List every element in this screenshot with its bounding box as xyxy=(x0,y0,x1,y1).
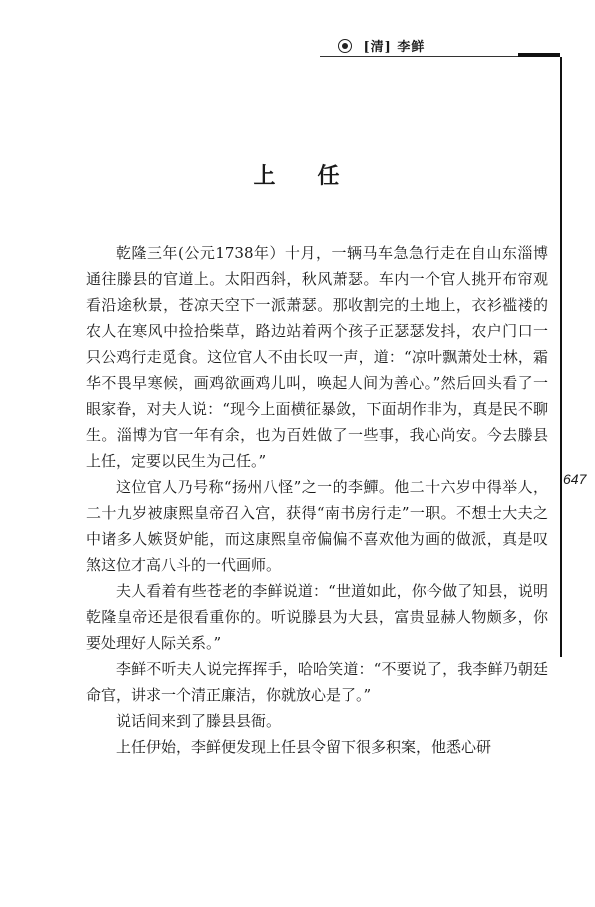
paragraph: 说话间来到了滕县县衙。 xyxy=(116,712,282,730)
chapter-title-char-2: 任 xyxy=(317,164,342,189)
header-dynasty: [清] xyxy=(363,40,392,55)
chapter-title xyxy=(0,159,595,190)
running-header xyxy=(338,36,425,55)
header-name: 李鲜 xyxy=(397,40,426,55)
header-rule-tab xyxy=(518,53,560,57)
body-text xyxy=(86,240,548,760)
chapter-title-char-1: 上 xyxy=(253,164,278,189)
side-margin-rule xyxy=(560,57,562,657)
paragraph: 上任伊始，李鲜便发现上任县令留下很多积案，他悉心研 xyxy=(116,738,492,756)
ornament-icon xyxy=(338,39,352,53)
paragraph: 乾隆三年(公元1738年）十月，一辆马车急急行走在自山东淄博通往滕县的官道上。太阳西斜，秋风萧瑟。车内一个官人挑开布帘观看沿途秋景，苍凉天空下一派萧瑟。那收割完的土地上，衣衫褴褛的农人在寒风中捡拾柴草，路边站着两个孩子正瑟瑟发抖，农户门口一只公鸡行走觅食。这位官人不由长叹一声，道：“凉叶飘萧处士林，霜华不畏早寒候，画鸡欲画鸡儿叫，唤起人间为善心。”然后回头看了一眼家眷，对夫人说：“现今上面横征暴敛，下面胡作非为，真是民不聊生。淄博为官一年有余，也为百姓做了一些事，我心尚安。今去滕县上任，定要以民生为己任。” xyxy=(86,244,548,470)
paragraph: 夫人看着有些苍老的李鲜说道：“世道如此，你今做了知县，说明乾隆皇帝还是很看重你的。听说滕县为大县，富贵显赫人物颇多，你要处理好人际关系。” xyxy=(86,582,548,652)
paragraph: 李鲜不听夫人说完挥挥手，哈哈笑道：“不要说了，我李鲜乃朝廷命官，讲求一个清正廉洁，你就放心是了。” xyxy=(86,660,548,704)
paragraph: 这位官人乃号称“扬州八怪”之一的李鱓。他二十六岁中得举人，二十九岁被康熙皇帝召入宫，获得“南书房行走”一职。不想士大夫之中诸多人嫉贤妒能，而这康熙皇帝偏偏不喜欢他为画的做派，真是叹煞这位才高八斗的一代画师。 xyxy=(86,478,548,574)
page-number: 647 xyxy=(563,471,587,487)
